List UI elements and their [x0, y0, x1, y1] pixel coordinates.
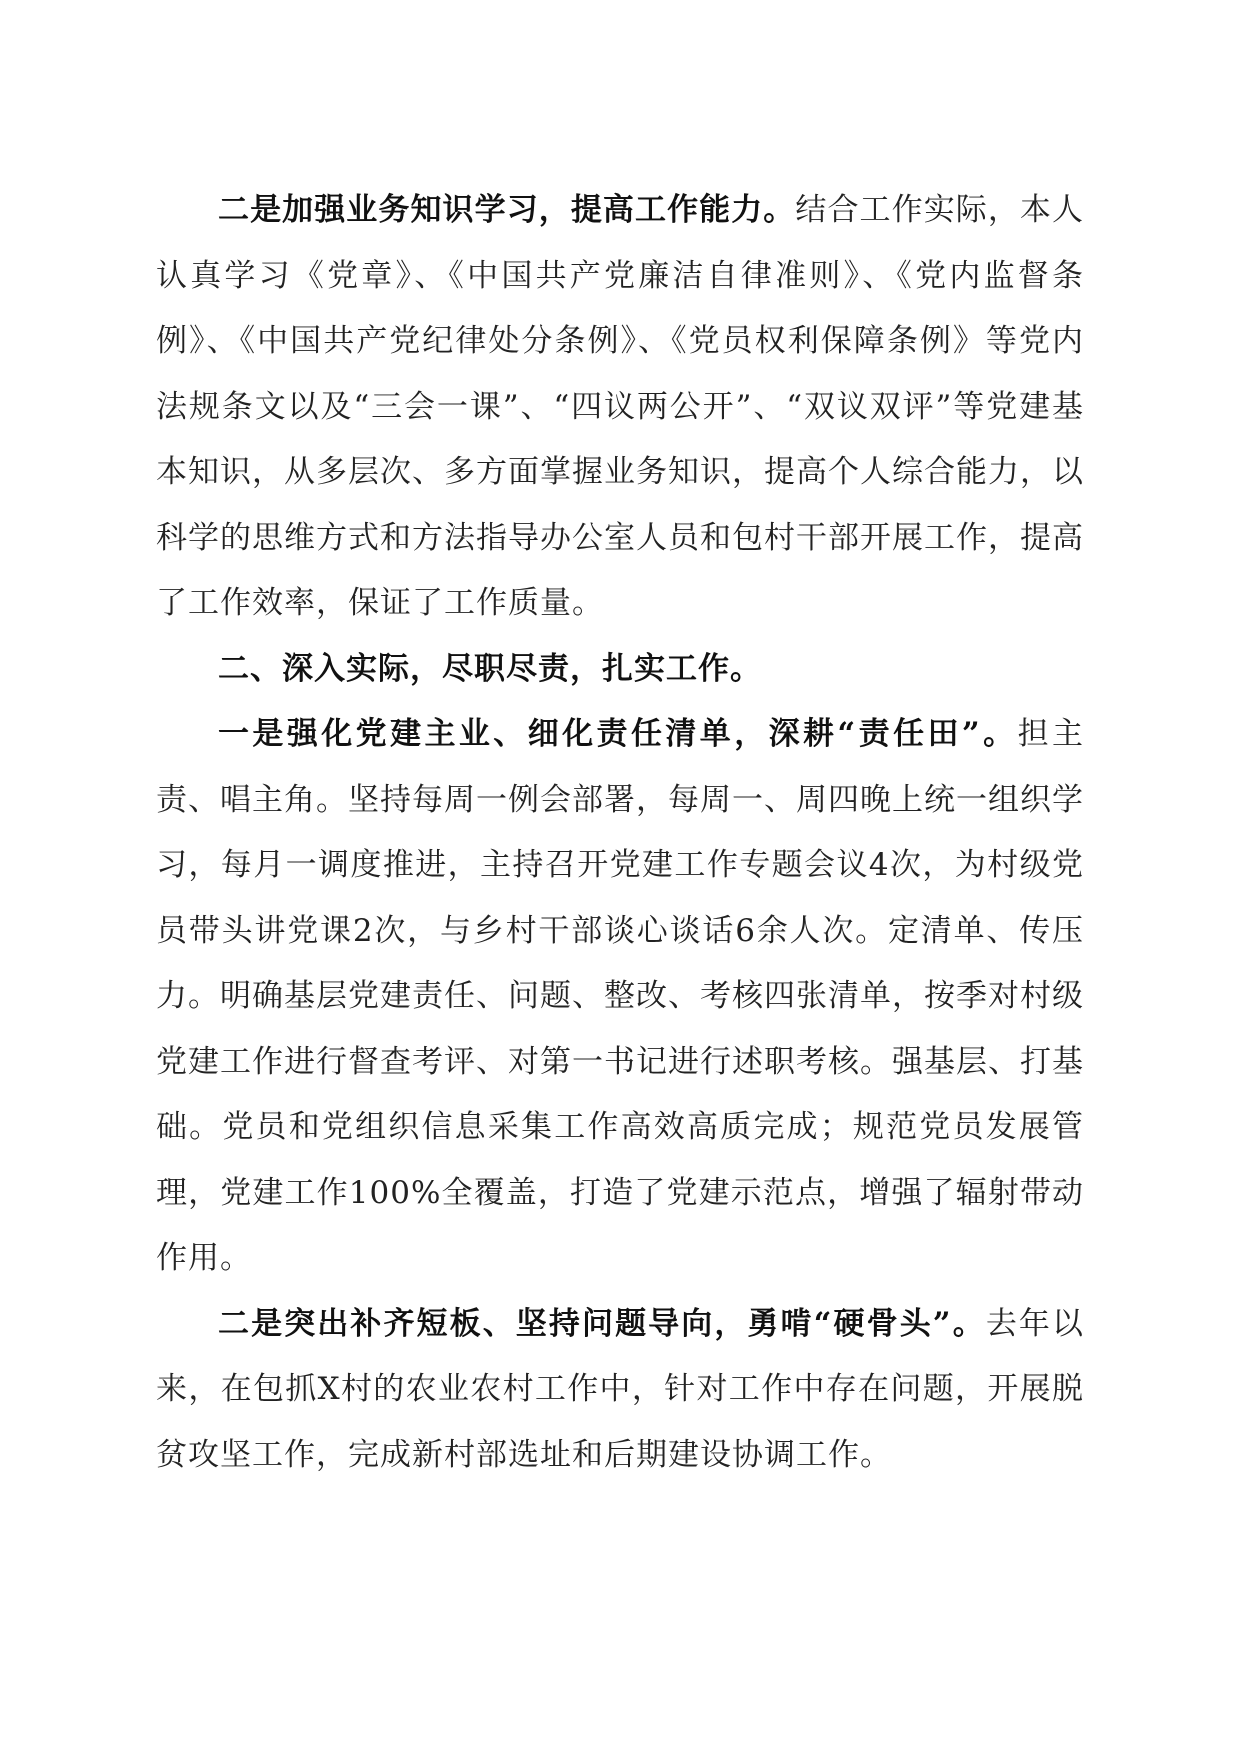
paragraph-party-building: [156, 702, 1084, 1292]
paragraph-shortcomings: [156, 1292, 1084, 1489]
document-page: [156, 178, 1084, 1488]
paragraph-lead: 一是强化党建主业、细化责任清单，深耕“责任田”。: [218, 716, 1018, 752]
section-heading: 二、深入实际，尽职尽责，扎实工作。: [218, 650, 762, 687]
paragraph-body: 担主责、唱主角。坚持每周一例会部署，每周一、周四晚上统一组织学习，每月一调度推进，主持召开党建工作专题会议4次，为村级党员带头讲党课2次，与乡村干部谈心谈话6余人次。定清单、传压力。明确基层党建责任、问题、整改、考核四张清单，按季对村级党建工作进行督查考评、对第一书记进行述职考核。强基层、打基础。党员和党组织信息采集工作高效高质完成；规范党员发展管理，党建工作100%全覆盖，打造了党建示范点，增强了辐射带动作用。: [156, 716, 1084, 1276]
paragraph-business-study: [156, 178, 1084, 637]
paragraph-lead: 二是加强业务知识学习，提高工作能力。: [218, 192, 796, 228]
paragraph-lead: 二是突出补齐短板、坚持问题导向，勇啃“硬骨头”。: [218, 1305, 986, 1342]
paragraph-body: 结合工作实际，本人认真学习《党章》、《中国共产党廉洁自律准则》、《党内监督条例》、《中国共产党纪律处分条例》、《党员权利保障条例》等党内法规条文以及“三会一课”、“四议两公开”、“双议双评”等党建基本知识，从多层次、多方面掌握业务知识，提高个人综合能力，以科学的思维方式和方法指导办公室人员和包村干部开展工作，提高了工作效率，保证了工作质量。: [156, 192, 1085, 621]
paragraph-body: 去年以来，在包抓X村的农业农村工作中，针对工作中存在问题，开展脱贫攻坚工作，完成新村部选址和后期建设协调工作。: [156, 1305, 1084, 1473]
